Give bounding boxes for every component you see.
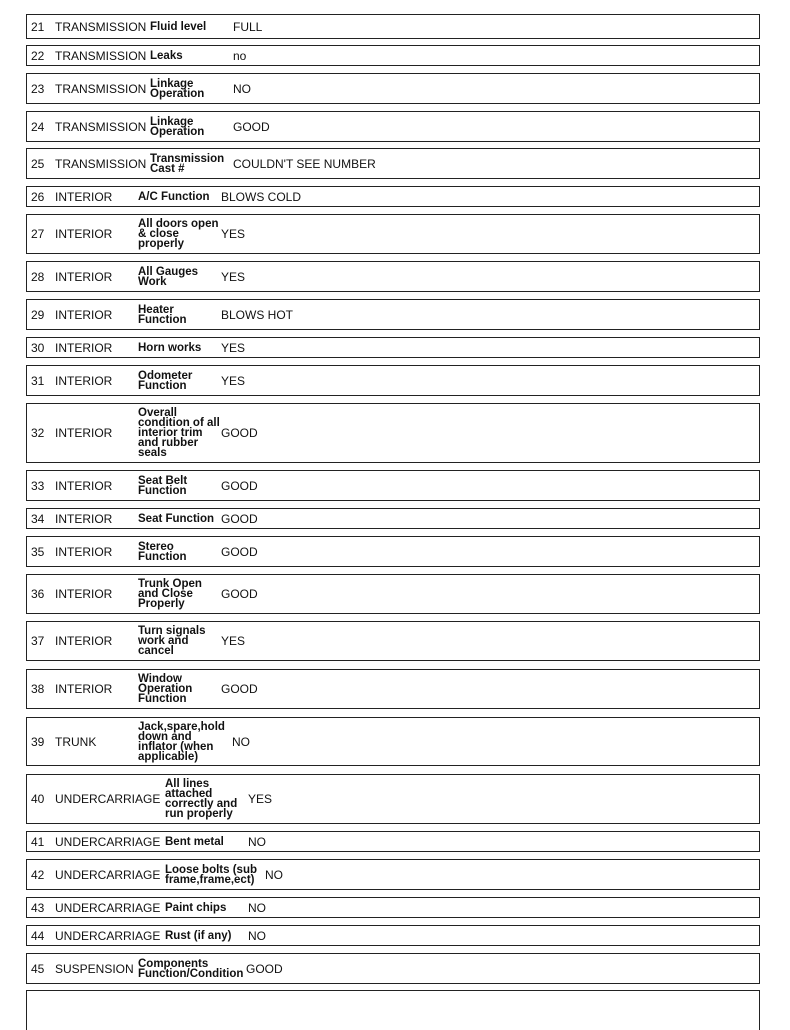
row-value: YES — [221, 227, 246, 241]
row-number: 38 — [31, 682, 45, 696]
row-value: YES — [221, 340, 246, 355]
table-row — [26, 717, 760, 766]
table-row — [26, 470, 760, 501]
row-value: NO — [232, 734, 250, 749]
row-item: Heater Function — [138, 303, 187, 326]
row-number: 29 — [31, 307, 45, 322]
row-number: 44 — [31, 928, 45, 943]
row-category: INTERIOR — [55, 511, 113, 526]
row-number: 28 — [31, 269, 45, 284]
row-number: 31 — [31, 373, 45, 388]
row-value: GOOD — [233, 119, 270, 134]
row-item: Seat Belt Function — [138, 474, 188, 497]
row-category: INTERIOR — [55, 189, 113, 204]
row-value: GOOD — [221, 587, 258, 601]
row-item: Trunk Open and Close Properly — [138, 578, 202, 610]
row-category: TRANSMISSION — [55, 48, 147, 63]
table-row — [26, 337, 760, 358]
row-number: 33 — [31, 478, 45, 493]
row-number: 26 — [31, 189, 45, 204]
row-item: Fluid level — [150, 20, 207, 33]
table-row — [26, 299, 760, 330]
table-row — [26, 859, 760, 890]
row-category: UNDERCARRIAGE — [55, 792, 161, 806]
table-row — [26, 73, 760, 104]
table-row — [26, 508, 760, 529]
table-row — [26, 365, 760, 396]
row-value: GOOD — [246, 961, 283, 976]
row-value: YES — [221, 269, 246, 284]
row-category: INTERIOR — [55, 340, 113, 355]
row-number: 32 — [31, 426, 45, 440]
row-category: INTERIOR — [55, 269, 113, 284]
row-value: no — [233, 48, 247, 63]
table-row — [26, 148, 760, 179]
row-number: 36 — [31, 587, 45, 601]
table-row — [26, 831, 760, 852]
row-number: 25 — [31, 156, 45, 171]
row-value: YES — [221, 373, 246, 388]
row-value: YES — [248, 792, 273, 806]
row-item: Linkage Operation — [150, 115, 205, 138]
table-row — [26, 669, 760, 709]
row-value: FULL — [233, 19, 263, 34]
row-category: INTERIOR — [55, 227, 113, 241]
row-value: GOOD — [221, 426, 258, 440]
row-item: All doors open & close properly — [138, 218, 219, 250]
row-value: GOOD — [221, 682, 258, 696]
row-category: UNDERCARRIAGE — [55, 834, 161, 849]
row-value: NO — [248, 928, 266, 943]
row-category: INTERIOR — [55, 426, 113, 440]
row-category: INTERIOR — [55, 478, 113, 493]
table-row — [26, 14, 760, 39]
table-row — [26, 897, 760, 918]
row-number: 37 — [31, 634, 45, 648]
row-item: Stereo Function — [138, 540, 187, 563]
row-category: TRANSMISSION — [55, 119, 147, 134]
row-item: Paint chips — [165, 901, 227, 914]
row-category: INTERIOR — [55, 634, 113, 648]
row-item: Loose bolts (sub frame,frame,ect) — [165, 863, 257, 886]
table-row — [26, 111, 760, 142]
table-row — [26, 574, 760, 614]
row-category: UNDERCARRIAGE — [55, 867, 161, 882]
row-item: Rust (if any) — [165, 929, 232, 942]
row-item: Transmission Cast # — [150, 152, 225, 175]
row-number: 41 — [31, 834, 45, 849]
row-category: INTERIOR — [55, 373, 113, 388]
row-item: A/C Function — [138, 190, 210, 203]
row-item: Odometer Function — [138, 369, 193, 392]
row-value: BLOWS COLD — [221, 189, 302, 204]
row-value: GOOD — [221, 511, 258, 526]
row-number: 30 — [31, 340, 45, 355]
row-category: TRANSMISSION — [55, 81, 147, 96]
row-category: INTERIOR — [55, 587, 113, 601]
row-number: 42 — [31, 867, 45, 882]
row-value: YES — [221, 634, 246, 648]
row-item: Leaks — [150, 49, 183, 62]
row-number: 21 — [31, 19, 45, 34]
row-value: NO — [248, 834, 266, 849]
table-row — [26, 536, 760, 567]
row-category: TRANSMISSION — [55, 156, 147, 171]
row-number: 45 — [31, 961, 45, 976]
row-item: All lines attached correctly and run properly — [165, 778, 238, 820]
row-item: Overall condition of all interior trim and rubber seals — [138, 407, 220, 459]
row-category: UNDERCARRIAGE — [55, 900, 161, 915]
table-row — [26, 774, 760, 824]
row-number: 40 — [31, 792, 45, 806]
row-value: NO — [248, 900, 266, 915]
table-bottom-fragment — [26, 990, 760, 1030]
row-number: 27 — [31, 227, 45, 241]
row-number: 39 — [31, 734, 45, 749]
row-category: UNDERCARRIAGE — [55, 928, 161, 943]
table-row — [26, 953, 760, 984]
row-category: SUSPENSION — [55, 961, 134, 976]
row-item: Jack,spare,hold down and inflator (when applicable) — [138, 720, 225, 763]
table-row — [26, 261, 760, 292]
row-number: 34 — [31, 511, 45, 526]
row-category: INTERIOR — [55, 544, 113, 559]
row-item: Seat Function — [138, 512, 215, 525]
table-row — [26, 621, 760, 661]
row-value: NO — [233, 81, 251, 96]
table-row — [26, 186, 760, 207]
row-category: TRUNK — [55, 734, 97, 749]
row-number: 23 — [31, 81, 45, 96]
row-item: Turn signals work and cancel — [138, 625, 206, 657]
row-item: Horn works — [138, 341, 202, 354]
row-number: 35 — [31, 544, 45, 559]
row-item: Linkage Operation — [150, 77, 205, 100]
row-category: INTERIOR — [55, 307, 113, 322]
row-value: GOOD — [221, 478, 258, 493]
row-item: Window Operation Function — [138, 673, 193, 705]
row-value: BLOWS HOT — [221, 307, 294, 322]
row-number: 22 — [31, 48, 45, 63]
row-value: NO — [265, 867, 283, 882]
row-item: All Gauges Work — [138, 265, 199, 288]
table-row — [26, 214, 760, 254]
row-category: INTERIOR — [55, 682, 113, 696]
row-item: Components Function/Condition — [138, 957, 244, 980]
row-item: Bent metal — [165, 835, 224, 848]
table-row — [26, 925, 760, 946]
row-number: 43 — [31, 900, 45, 915]
row-value: COULDN'T SEE NUMBER — [233, 156, 376, 171]
table-row — [26, 45, 760, 66]
row-category: TRANSMISSION — [55, 19, 147, 34]
table-row — [26, 403, 760, 463]
row-value: GOOD — [221, 544, 258, 559]
row-number: 24 — [31, 119, 45, 134]
